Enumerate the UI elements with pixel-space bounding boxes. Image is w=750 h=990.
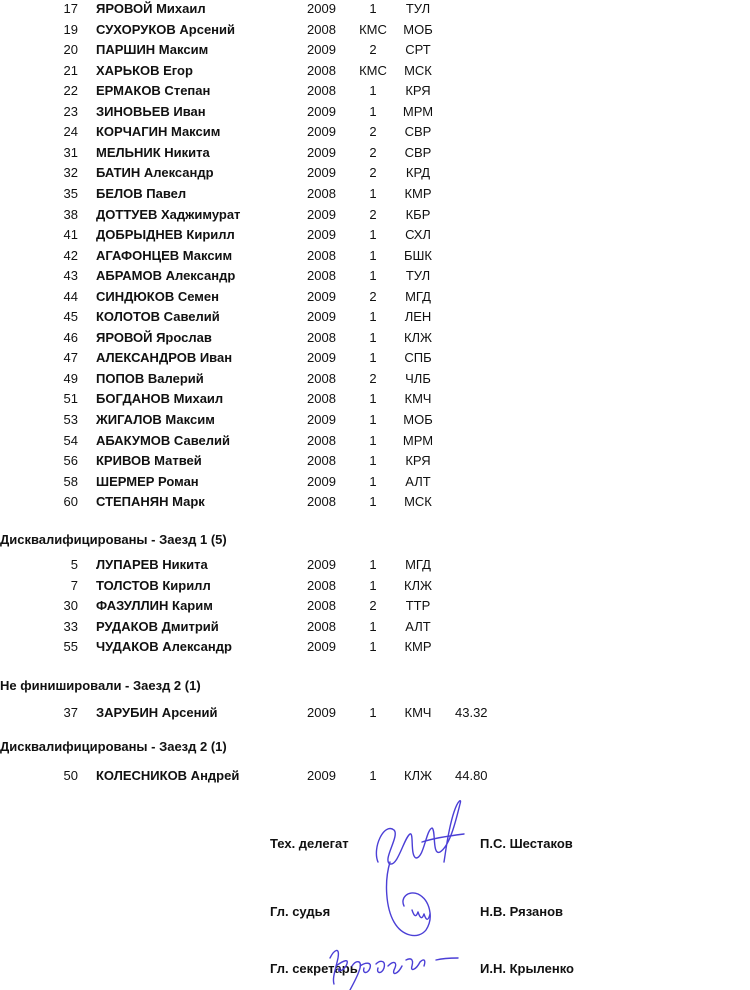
athlete-name: ЛУПАРЕВ Никита <box>96 557 208 572</box>
region-code: КМЧ <box>404 391 432 407</box>
birth-year: 2009 <box>307 639 336 654</box>
birth-year: 2009 <box>307 557 336 572</box>
athlete-name: ЯРОВОЙ Михаил <box>96 1 206 16</box>
sport-rank: 1 <box>369 227 377 243</box>
athlete-name: КРИВОВ Матвей <box>96 453 202 469</box>
region-code: СВР <box>404 124 432 140</box>
sport-rank: 2 <box>369 144 377 160</box>
region-code: МСК <box>404 494 432 510</box>
birth-year: 2008 <box>307 21 336 37</box>
table-row <box>0 431 750 451</box>
athlete-name: МЕЛЬНИК Никита <box>96 144 210 160</box>
region-code: МГД <box>405 288 431 304</box>
athlete-name: БОГДАНОВ Михаил <box>96 391 224 407</box>
athlete-name: ТОЛСТОВ Кирилл <box>96 577 211 593</box>
athlete-name: БАТИН Александр <box>96 165 214 181</box>
section-title-dq1: Дисквалифицированы - Заезд 1 (5) <box>0 532 227 547</box>
athlete-name: СУХОРУКОВ Арсений <box>96 21 236 37</box>
birth-year: 2009 <box>307 412 336 427</box>
bib-number: 49 <box>63 370 78 386</box>
athlete-name: СТЕПАНЯН Марк <box>96 494 205 510</box>
athlete-name: ЯРОВОЙ Ярослав <box>96 329 212 345</box>
table-row <box>0 576 750 596</box>
region-code: МСК <box>404 62 432 78</box>
table-row <box>0 369 750 389</box>
bib-number: 56 <box>63 453 78 469</box>
birth-year: 2008 <box>307 329 336 345</box>
sport-rank: 1 <box>369 83 377 99</box>
region-code: АЛТ <box>405 473 431 489</box>
athlete-name: АЛЕКСАНДРОВ Иван <box>96 350 233 366</box>
birth-year: 2008 <box>307 83 336 99</box>
table-row <box>0 389 750 409</box>
bib-number: 41 <box>63 227 78 243</box>
table-row <box>0 163 750 183</box>
athlete-name: ЧУДАКОВ Александр <box>96 639 232 654</box>
bib-number: 38 <box>63 206 78 222</box>
region-code: ТУЛ <box>405 268 431 284</box>
bib-number: 53 <box>63 412 78 427</box>
athlete-name: ЕРМАКОВ Степан <box>96 83 211 99</box>
table-row <box>0 703 750 723</box>
sport-rank: КМС <box>359 21 387 37</box>
region-code: СХЛ <box>405 227 431 243</box>
bib-number: 60 <box>63 494 78 510</box>
birth-year: 2009 <box>307 42 336 58</box>
bib-number: 51 <box>63 391 78 407</box>
table-row <box>0 122 750 142</box>
athlete-name: ПОПОВ Валерий <box>96 370 204 386</box>
sport-rank: 1 <box>369 185 377 201</box>
sport-rank: 1 <box>369 350 377 366</box>
tech-delegate-label: Тех. делегат <box>270 836 349 851</box>
sport-rank: 1 <box>369 391 377 407</box>
sport-rank: КМС <box>359 62 387 78</box>
table-row <box>0 225 750 245</box>
bib-number: 30 <box>63 598 78 613</box>
birth-year: 2009 <box>307 473 336 489</box>
bib-number: 58 <box>63 473 78 489</box>
birth-year: 2009 <box>307 227 336 243</box>
bib-number: 20 <box>63 42 78 58</box>
bib-number: 23 <box>63 103 78 119</box>
chief-secretary-label: Гл. секретарь <box>270 961 358 976</box>
table-row <box>0 410 750 430</box>
athlete-name: ПАРШИН Максим <box>96 42 209 58</box>
sport-rank: 1 <box>369 309 377 325</box>
sport-rank: 1 <box>369 1 377 16</box>
birth-year: 2008 <box>307 453 336 469</box>
tech-delegate-name: П.С. Шестаков <box>480 836 573 851</box>
bib-number: 19 <box>63 21 78 37</box>
athlete-name: БЕЛОВ Павел <box>96 185 187 201</box>
table-row <box>0 348 750 368</box>
birth-year: 2008 <box>307 598 336 613</box>
region-code: КЛЖ <box>403 577 433 593</box>
region-code: ТУЛ <box>405 1 431 16</box>
table-row <box>0 451 750 471</box>
birth-year: 2009 <box>307 288 336 304</box>
athlete-name: ЗИНОВЬЕВ Иван <box>96 103 206 119</box>
bib-number: 54 <box>63 432 78 448</box>
bib-number: 17 <box>63 1 78 16</box>
table-row <box>0 492 750 512</box>
table-row <box>0 287 750 307</box>
sport-rank: 1 <box>369 412 377 427</box>
bib-number: 47 <box>63 350 78 366</box>
sport-rank: 1 <box>369 768 377 783</box>
section-title-dnf2: Не финишировали - Заезд 2 (1) <box>0 678 201 693</box>
athlete-name: АГАФОНЦЕВ Максим <box>96 247 233 263</box>
athlete-name: ШЕРМЕР Роман <box>96 473 199 489</box>
birth-year: 2009 <box>307 350 336 366</box>
region-code: ТТР <box>405 598 431 613</box>
table-row <box>0 472 750 492</box>
region-code: БШК <box>403 247 433 263</box>
bib-number: 33 <box>63 618 78 634</box>
region-code: КБР <box>405 206 431 222</box>
birth-year: 2008 <box>307 432 336 448</box>
table-row <box>0 205 750 225</box>
bib-number: 32 <box>63 165 78 181</box>
athlete-name: КОЛЕСНИКОВ Андрей <box>96 768 240 783</box>
birth-year: 2008 <box>307 618 336 634</box>
bib-number: 22 <box>63 83 78 99</box>
sport-rank: 1 <box>369 705 377 720</box>
chief-secretary-name: И.Н. Крыленко <box>480 961 574 976</box>
athlete-name: АБАКУМОВ Савелий <box>96 432 230 448</box>
sport-rank: 2 <box>369 288 377 304</box>
athlete-name: КОРЧАГИН Максим <box>96 124 221 140</box>
region-code: КМР <box>404 185 432 201</box>
sport-rank: 1 <box>369 577 377 593</box>
birth-year: 2009 <box>307 1 336 16</box>
table-row <box>0 143 750 163</box>
bib-number: 5 <box>70 557 78 572</box>
region-code: СПБ <box>404 350 432 366</box>
table-row <box>0 637 750 657</box>
sport-rank: 1 <box>369 432 377 448</box>
region-code: МРМ <box>402 103 434 119</box>
athlete-name: ФАЗУЛЛИН Карим <box>96 598 213 613</box>
birth-year: 2009 <box>307 124 336 140</box>
region-code: ЧЛБ <box>405 370 431 386</box>
sport-rank: 1 <box>369 453 377 469</box>
chief-judge-name: Н.В. Рязанов <box>480 904 564 919</box>
sport-rank: 1 <box>369 247 377 263</box>
sport-rank: 2 <box>369 165 377 181</box>
region-code: КЛЖ <box>403 329 433 345</box>
birth-year: 2009 <box>307 144 336 160</box>
athlete-name: ЖИГАЛОВ Максим <box>96 412 215 427</box>
birth-year: 2009 <box>307 206 336 222</box>
sport-rank: 1 <box>369 639 377 654</box>
birth-year: 2008 <box>307 185 336 201</box>
region-code: КРД <box>405 165 431 181</box>
birth-year: 2008 <box>307 391 336 407</box>
athlete-name: ХАРЬКОВ Егор <box>96 62 193 78</box>
bib-number: 35 <box>63 185 78 201</box>
sport-rank: 1 <box>369 618 377 634</box>
birth-year: 2008 <box>307 62 336 78</box>
bib-number: 7 <box>70 577 78 593</box>
sport-rank: 2 <box>369 42 377 58</box>
region-code: КРЯ <box>405 453 431 469</box>
table-row <box>0 184 750 204</box>
birth-year: 2009 <box>307 705 336 720</box>
region-code: МРМ <box>402 432 434 448</box>
table-row <box>0 617 750 637</box>
sport-rank: 1 <box>369 103 377 119</box>
chief-judge-label: Гл. судья <box>270 904 331 919</box>
region-code: АЛТ <box>405 618 431 634</box>
sport-rank: 1 <box>369 494 377 510</box>
table-row <box>0 81 750 101</box>
region-code: МОБ <box>403 21 433 37</box>
section-title-dq2: Дисквалифицированы - Заезд 2 (1) <box>0 739 227 754</box>
athlete-name: РУДАКОВ Дмитрий <box>96 618 219 634</box>
table-row <box>0 266 750 286</box>
sport-rank: 2 <box>369 598 377 613</box>
table-row <box>0 40 750 60</box>
birth-year: 2008 <box>307 494 336 510</box>
region-code: МОБ <box>403 412 433 427</box>
region-code: МГД <box>405 557 431 572</box>
region-code: КМЧ <box>404 705 432 720</box>
athlete-name: ДОТТУЕВ Хаджимурат <box>96 206 241 222</box>
athlete-name: ЗАРУБИН Арсений <box>96 705 218 720</box>
table-row <box>0 61 750 81</box>
bib-number: 45 <box>63 309 78 325</box>
sport-rank: 1 <box>369 268 377 284</box>
table-row <box>0 555 750 575</box>
bib-number: 50 <box>63 768 78 783</box>
region-code: КМР <box>404 639 432 654</box>
table-row <box>0 307 750 327</box>
birth-year: 2009 <box>307 768 336 783</box>
run-time: 43.32 <box>455 705 488 720</box>
bib-number: 44 <box>63 288 78 304</box>
bib-number: 21 <box>63 62 78 78</box>
birth-year: 2008 <box>307 268 336 284</box>
region-code: КЛЖ <box>403 768 433 783</box>
region-code: СВР <box>404 144 432 160</box>
athlete-name: АБРАМОВ Александр <box>96 268 236 284</box>
sport-rank: 1 <box>369 473 377 489</box>
table-row <box>0 328 750 348</box>
athlete-name: СИНДЮКОВ Семен <box>96 288 219 304</box>
bib-number: 46 <box>63 329 78 345</box>
birth-year: 2009 <box>307 309 336 325</box>
region-code: КРЯ <box>405 83 431 99</box>
sport-rank: 1 <box>369 329 377 345</box>
bib-number: 24 <box>63 124 78 140</box>
birth-year: 2009 <box>307 165 336 181</box>
bib-number: 43 <box>63 268 78 284</box>
bib-number: 31 <box>63 144 78 160</box>
table-row <box>0 0 750 19</box>
sport-rank: 2 <box>369 124 377 140</box>
birth-year: 2009 <box>307 103 336 119</box>
signature-drawing <box>360 790 480 990</box>
region-code: ЛЕН <box>404 309 432 325</box>
table-row <box>0 766 750 786</box>
birth-year: 2008 <box>307 577 336 593</box>
athlete-name: ДОБРЫДНЕВ Кирилл <box>96 227 235 243</box>
region-code: СРТ <box>405 42 431 58</box>
sport-rank: 2 <box>369 206 377 222</box>
table-row <box>0 596 750 616</box>
bib-number: 55 <box>63 639 78 654</box>
birth-year: 2008 <box>307 370 336 386</box>
sport-rank: 2 <box>369 370 377 386</box>
sport-rank: 1 <box>369 557 377 572</box>
table-row <box>0 246 750 266</box>
table-row <box>0 102 750 122</box>
bib-number: 37 <box>63 705 78 720</box>
table-row <box>0 20 750 40</box>
birth-year: 2008 <box>307 247 336 263</box>
bib-number: 42 <box>63 247 78 263</box>
athlete-name: КОЛОТОВ Савелий <box>96 309 220 325</box>
run-time: 44.80 <box>455 768 488 783</box>
